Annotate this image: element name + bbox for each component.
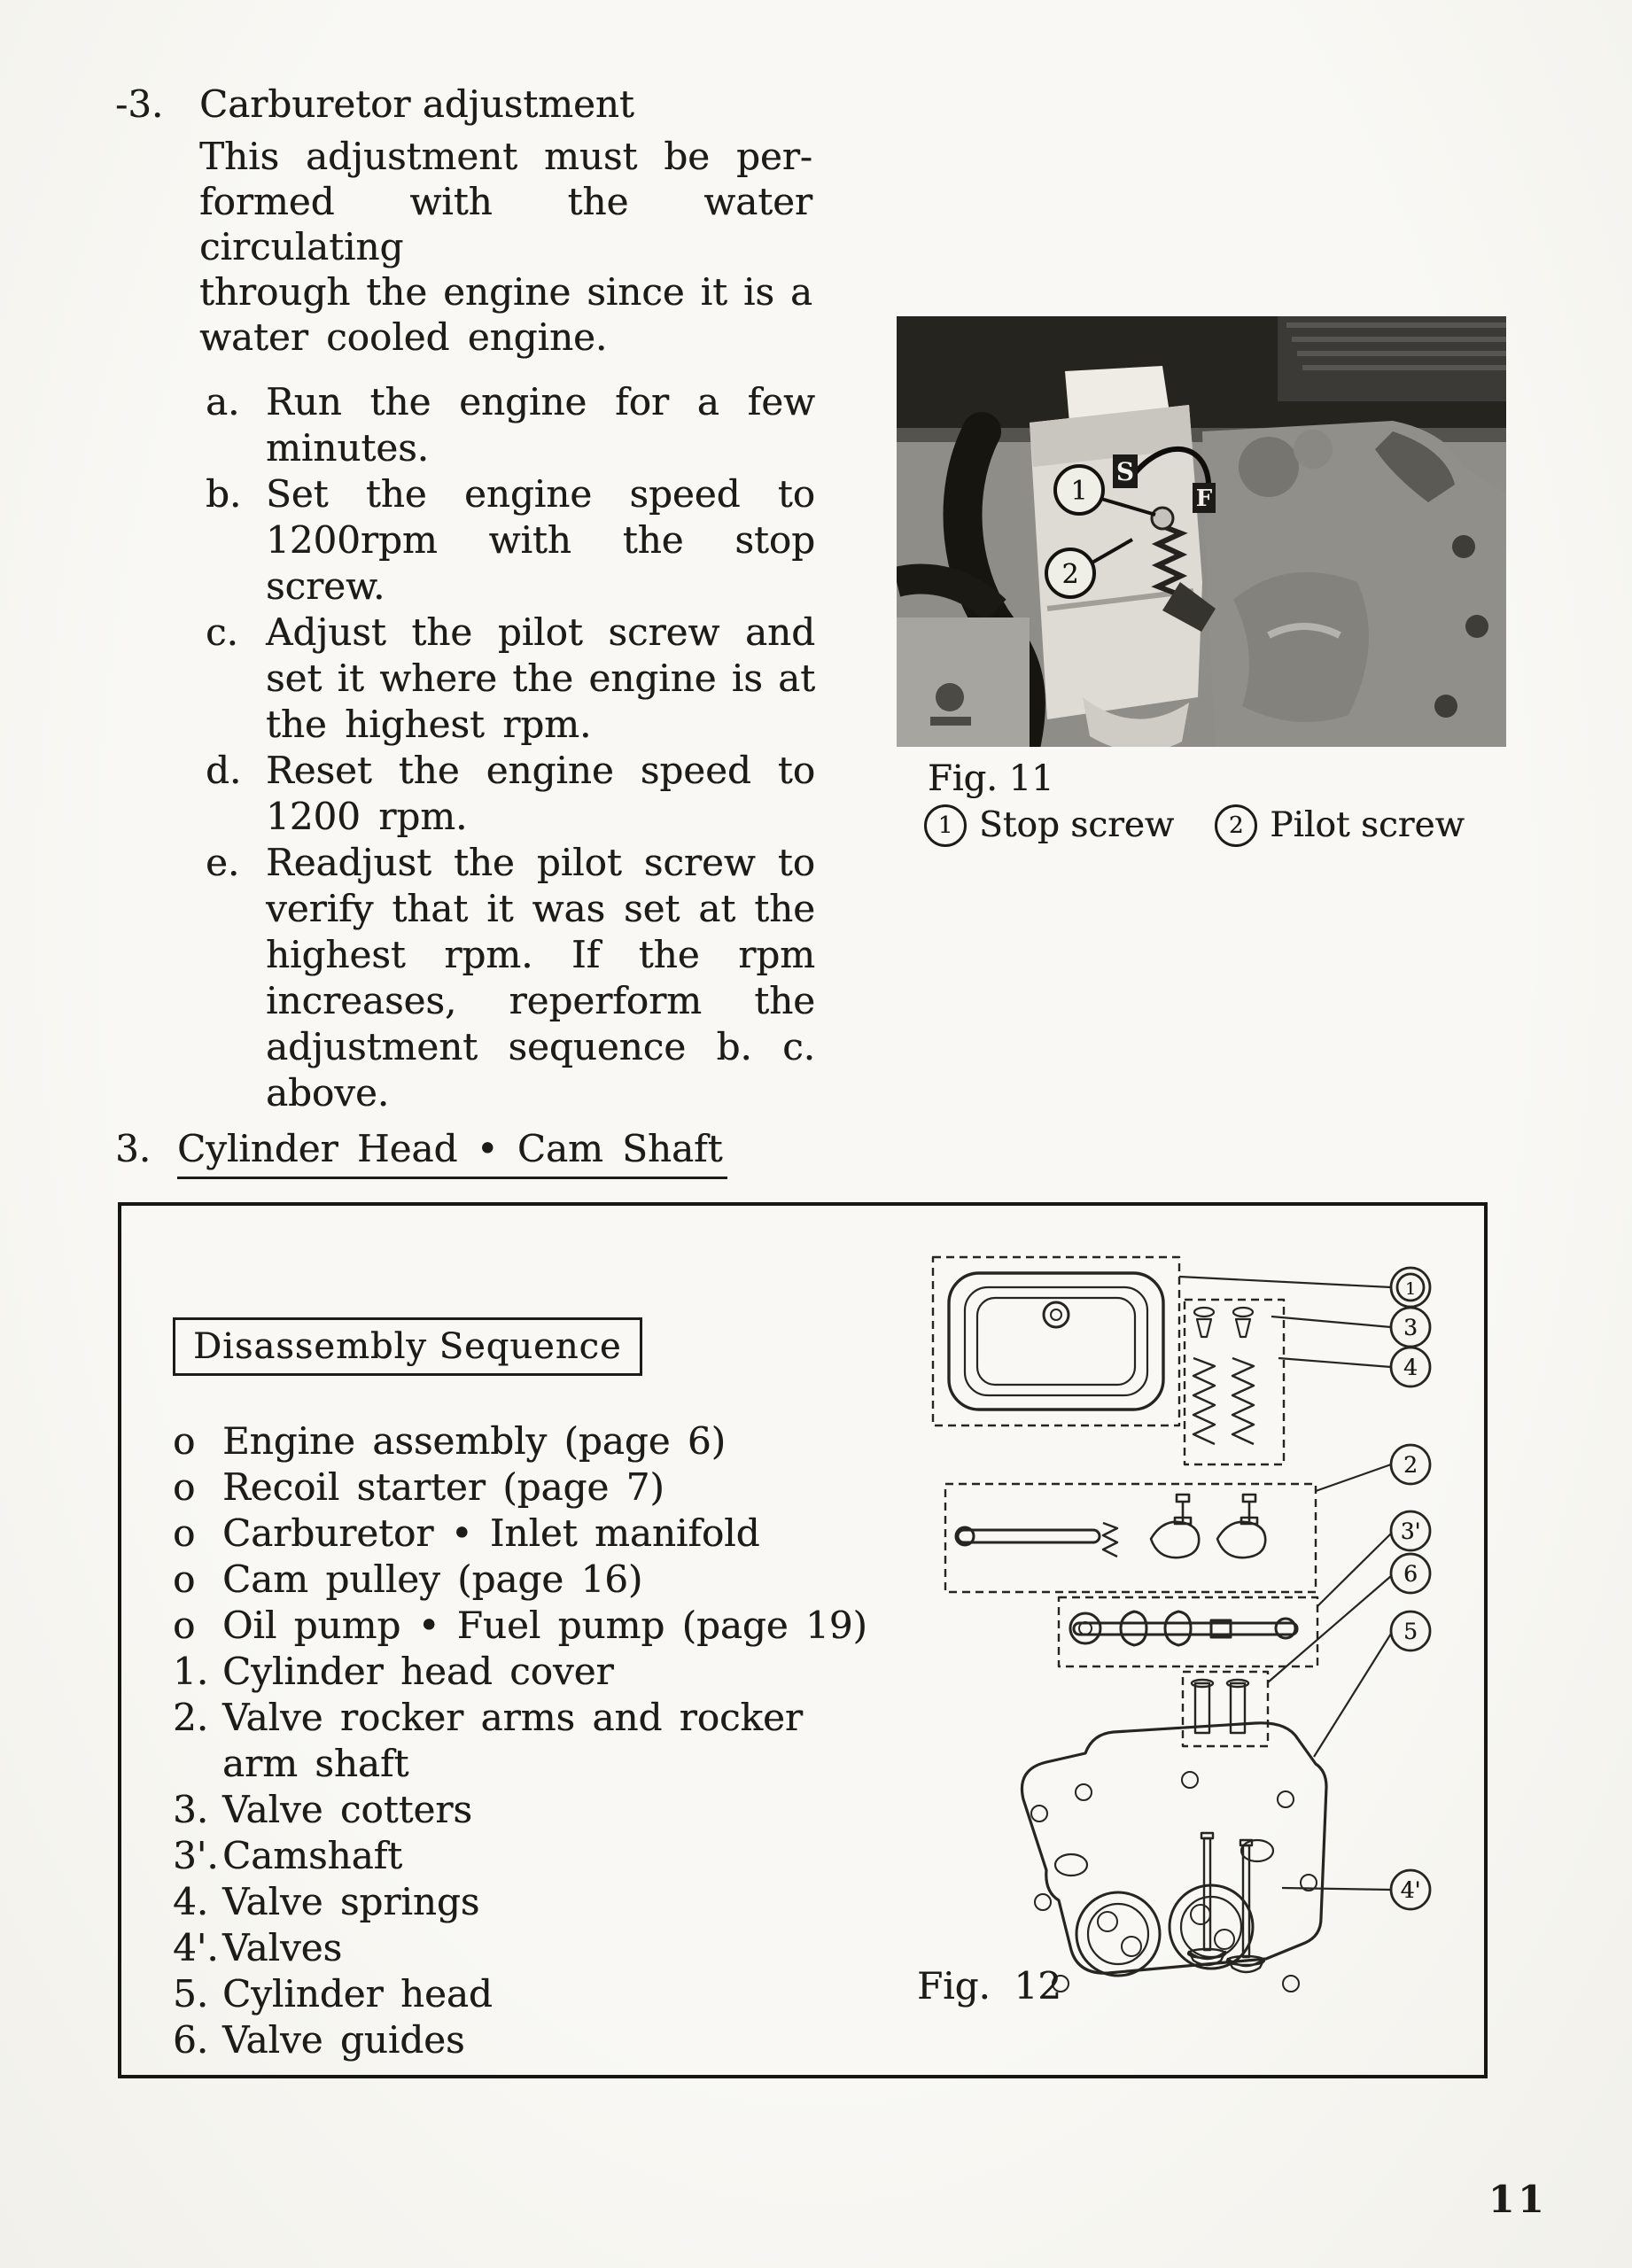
disassembly-sequence-label: Disassembly Sequence [173, 1317, 642, 1376]
item-text: Cylinder head cover [222, 1650, 614, 1693]
circled-1-icon: 1 [924, 804, 967, 847]
intro-line: formed with the water circulating [199, 180, 812, 268]
fig12-callout-1: 1 [1404, 1279, 1417, 1299]
list-item [173, 1464, 867, 1511]
legend-label: Pilot screw [1270, 805, 1465, 845]
step-label: e. [206, 841, 240, 884]
fig12-callout-3prime: 3' [1400, 1518, 1421, 1544]
item-marker: o [173, 1511, 196, 1555]
fig12-caption: Fig. 12 [917, 1964, 1061, 2008]
item-text: arm shaft [222, 1742, 409, 1785]
step-line: 1200rpm with the stop screw. [266, 518, 815, 608]
list-item [173, 1925, 867, 1971]
item-marker: 3. [173, 1788, 209, 1831]
legend-stop-screw [924, 803, 1174, 849]
carb-intro-paragraph [199, 134, 812, 360]
item-marker: 6. [173, 2018, 209, 2062]
item-text: Valve springs [222, 1880, 480, 1923]
list-item [173, 1418, 867, 1464]
carb-section-marker: -3. [115, 82, 164, 126]
disassembly-box [118, 1202, 1488, 2078]
step-line: Set the engine speed to [266, 472, 815, 516]
item-marker: o [173, 1419, 196, 1463]
fig12-callout-6: 6 [1403, 1561, 1418, 1587]
step-label: c. [206, 610, 238, 654]
intro-line: water cooled engine. [199, 315, 608, 359]
photo-label-f: F [1195, 485, 1213, 512]
carb-section-title: Carburetor adjustment [199, 82, 634, 126]
carb-section-heading [115, 82, 824, 127]
item-text: Valves [222, 1926, 343, 1969]
list-item-continuation [173, 1741, 867, 1787]
step-line: minutes. [266, 426, 429, 470]
fig12-callout-3: 3 [1403, 1315, 1418, 1340]
section3-heading [115, 1127, 727, 1179]
list-item [173, 1879, 867, 1925]
item-marker: 5. [173, 1972, 209, 2016]
section3-number: 3. [115, 1127, 152, 1170]
circled-2-icon: 2 [1215, 804, 1257, 847]
legend-pilot-screw [1215, 803, 1465, 849]
item-marker: o [173, 1557, 196, 1601]
list-item [173, 1649, 867, 1695]
item-marker: 4. [173, 1880, 209, 1923]
step-line: Run the engine for a few [266, 380, 815, 423]
fig11-legend [924, 803, 1465, 849]
legend-label: Stop screw [979, 805, 1175, 845]
fig11-photo [897, 316, 1506, 747]
intro-line: through the engine since it is a [199, 270, 812, 314]
fig12-diagram [919, 1225, 1490, 2076]
item-marker: 1. [173, 1650, 209, 1693]
list-item [173, 1511, 867, 1557]
step-line: Adjust the pilot screw and [266, 610, 815, 654]
item-text: Carburetor • Inlet manifold [222, 1511, 760, 1555]
step-c [206, 610, 824, 748]
step-line: the highest rpm. [266, 703, 592, 746]
item-text: Oil pump • Fuel pump (page 19) [222, 1604, 867, 1647]
item-marker: 2. [173, 1696, 209, 1739]
step-label: b. [206, 472, 242, 516]
intro-line: This adjustment must be per- [199, 135, 812, 178]
item-text: Camshaft [222, 1834, 403, 1877]
step-line: Reset the engine speed to [266, 749, 815, 792]
list-item [173, 1833, 867, 1879]
step-label: a. [206, 380, 240, 423]
item-marker-empty [173, 1741, 222, 1787]
list-item [173, 1695, 867, 1741]
item-text: Valve guides [222, 2018, 465, 2062]
step-d [206, 748, 824, 840]
fig12-callout-4: 4 [1403, 1355, 1418, 1380]
item-text: Cylinder head [222, 1972, 493, 2016]
item-marker: 4'. [173, 1926, 219, 1969]
item-text: Valve rocker arms and rocker [222, 1696, 803, 1739]
list-item [173, 1603, 867, 1649]
step-line: above. [266, 1071, 390, 1115]
step-line: Readjust the pilot screw to [266, 841, 815, 884]
fig12-callout-4prime: 4' [1400, 1877, 1421, 1903]
section3-title: Cylinder Head • Cam Shaft [177, 1127, 727, 1179]
photo-callout-2: 2 [1061, 559, 1079, 590]
list-item [173, 2017, 867, 2063]
item-text: Cam pulley (page 16) [222, 1557, 643, 1601]
step-line: adjustment sequence b. c. [266, 1025, 815, 1068]
item-text: Valve cotters [222, 1788, 472, 1831]
step-b [206, 471, 824, 610]
page-number: 11 [1488, 2178, 1548, 2221]
fig11-photo-art [897, 316, 1506, 747]
step-line: highest rpm. If the rpm [266, 933, 815, 976]
step-line: 1200 rpm. [266, 795, 468, 838]
list-item [173, 1557, 867, 1603]
carburetor-adjustment-section [115, 82, 824, 1116]
item-marker: o [173, 1465, 196, 1509]
fig11-caption: Fig. 11 [928, 758, 1054, 799]
step-label: d. [206, 749, 242, 792]
item-marker: 3'. [173, 1834, 219, 1877]
step-e [206, 840, 824, 1116]
step-a [206, 379, 824, 471]
step-line: set it where the engine is at [266, 656, 815, 700]
step-line: verify that it was set at the [266, 887, 815, 930]
item-text: Engine assembly (page 6) [222, 1419, 727, 1463]
photo-label-s: S [1115, 457, 1135, 486]
disassembly-list [173, 1418, 867, 2063]
adjustment-steps-list [206, 379, 824, 1116]
list-item [173, 1787, 867, 1833]
step-line: increases, reperform the [266, 979, 815, 1022]
fig12-callout-5: 5 [1403, 1619, 1418, 1644]
item-marker: o [173, 1604, 196, 1647]
photo-callout-1: 1 [1070, 476, 1088, 507]
fig12-callout-2: 2 [1403, 1452, 1418, 1478]
list-item [173, 1971, 867, 2017]
item-text: Recoil starter (page 7) [222, 1465, 664, 1509]
